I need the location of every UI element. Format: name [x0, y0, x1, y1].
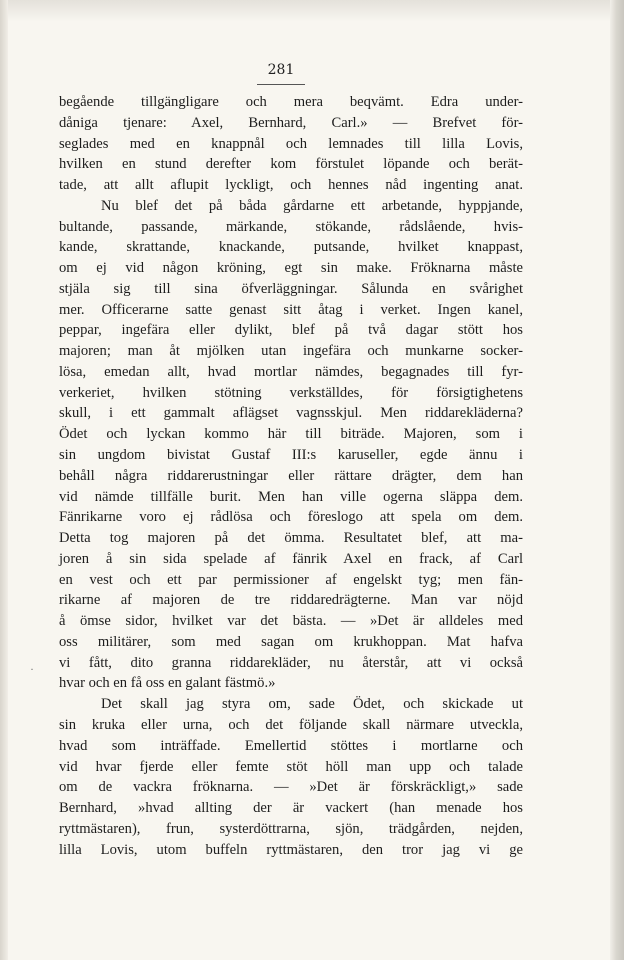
text-line: Fänrikarne voro ej rådlösa och föreslogo att spela om dem.	[59, 509, 523, 526]
text-line: skull, i ett gammalt aflägset vagnsskjul. Men riddareklädernа?	[59, 405, 523, 422]
text-line: Bernhard, »hvad allting der är vackert (han menade hos	[59, 800, 523, 817]
text-line: kande, skrattande, knackande, putsande, hvilket knappast,	[59, 239, 523, 256]
text-line: om ej vid någon kröning, egt sin make. Fröknarna måste	[59, 260, 523, 277]
text-line: om de vackra fröknarna. — »Det är förskräckligt,» sade	[59, 779, 523, 796]
text-line: dåniga tjenare: Axel, Bernhard, Carl.» — Brefvet för-	[59, 114, 523, 131]
page-left-edge	[0, 0, 8, 960]
text-line: sin kruka eller urna, och det följande skall närmare utveckla,	[59, 716, 523, 733]
text-line: Nu blef det på båda gårdarne ett arbetande, hyppjande,	[101, 197, 523, 214]
text-line: hvar och en få oss en galant fästmö.»	[59, 675, 276, 692]
text-line: å ömse sidor, hvilket var det bästa. — »Det är alldeles med	[59, 613, 523, 630]
text-line: sin ungdom bivistat Gustaf III:s karuseller, egde ännu i	[59, 447, 523, 464]
text-line: vid hvar fjerde eller femte stöt höll man upp och talade	[59, 758, 523, 775]
text-line: peppar, ingefära eller dylikt, blef på två dagar stött hos	[59, 322, 523, 339]
text-line: begående tillgängligare och mera beqvämt. Edra under-	[59, 94, 523, 110]
text-line: mer. Officerarne satte genast sitt åtag i verket. Ingen kanel,	[59, 301, 523, 318]
text-line: lösa, emedan allt, hvad mortlar nämdes, begagnades till fyr-	[59, 363, 523, 380]
text-line: ryttmästaren), frun, systerdöttrarna, sjön, trädgården, nejden,	[59, 820, 523, 837]
page-number-rule	[257, 84, 305, 85]
text-line: verkeriet, hvilken stötning verkställdes, för försigtighetens	[59, 384, 523, 401]
text-line: vid nämde tillfälle burit. Men han ville ogerna släppa dem.	[59, 488, 523, 505]
body-text	[59, 92, 523, 860]
text-line: hvad som inträffade. Emellertid stöttes i mortlarne och	[59, 737, 523, 754]
text-line: tade, att allt aflupit lyckligt, och hennes nåd ingenting anat.	[59, 177, 523, 194]
text-line: lilla Lovis, utom buffeln ryttmästaren, den tror jag vi ge	[59, 841, 523, 858]
text-line: bultande, passande, märkande, stökande, rådslående, hvis-	[59, 218, 523, 235]
text-line: vi fått, dito granna riddarekläder, nu återstår, att vi också	[59, 654, 523, 671]
text-line: joren å sin sida spelade af fänrik Axel en frack, af Carl	[59, 550, 523, 567]
text-line: en vest och ett par permissioner af engelskt tyg; men fän-	[59, 571, 523, 588]
page-number: 281	[267, 62, 295, 78]
text-line: rikarne af majoren de tre riddaredrägterne. Man var nöjd	[59, 592, 523, 609]
page-right-edge	[610, 0, 624, 960]
page-top-shadow	[0, 0, 624, 22]
text-line: majoren; man åt mjölken utan ingefära och munkarne socker-	[59, 343, 523, 360]
text-line: seglades med en knappnål och lemnades till lilla Lovis,	[59, 135, 523, 152]
text-line: behåll några riddarerustningar eller rättare drägter, dem han	[59, 467, 523, 484]
text-line: Detta tog majoren på det ömma. Resultatet blef, att ma-	[59, 530, 523, 547]
text-line: Det skall jag styra om, sade Ödet, och skickade ut	[101, 696, 523, 713]
text-line: oss militärer, som med sagan om krukhoppan. Mat hafva	[59, 633, 523, 650]
text-line: Ödet och lyckan kommo här till biträde. Majoren, som i	[59, 426, 523, 443]
text-line: stjäla sig till sina öfverläggningar. Sålunda en svårighet	[59, 280, 523, 297]
margin-mark: ·	[30, 662, 34, 676]
text-line: hvilken en stund derefter kom förstulet löpande och berät-	[59, 156, 523, 173]
